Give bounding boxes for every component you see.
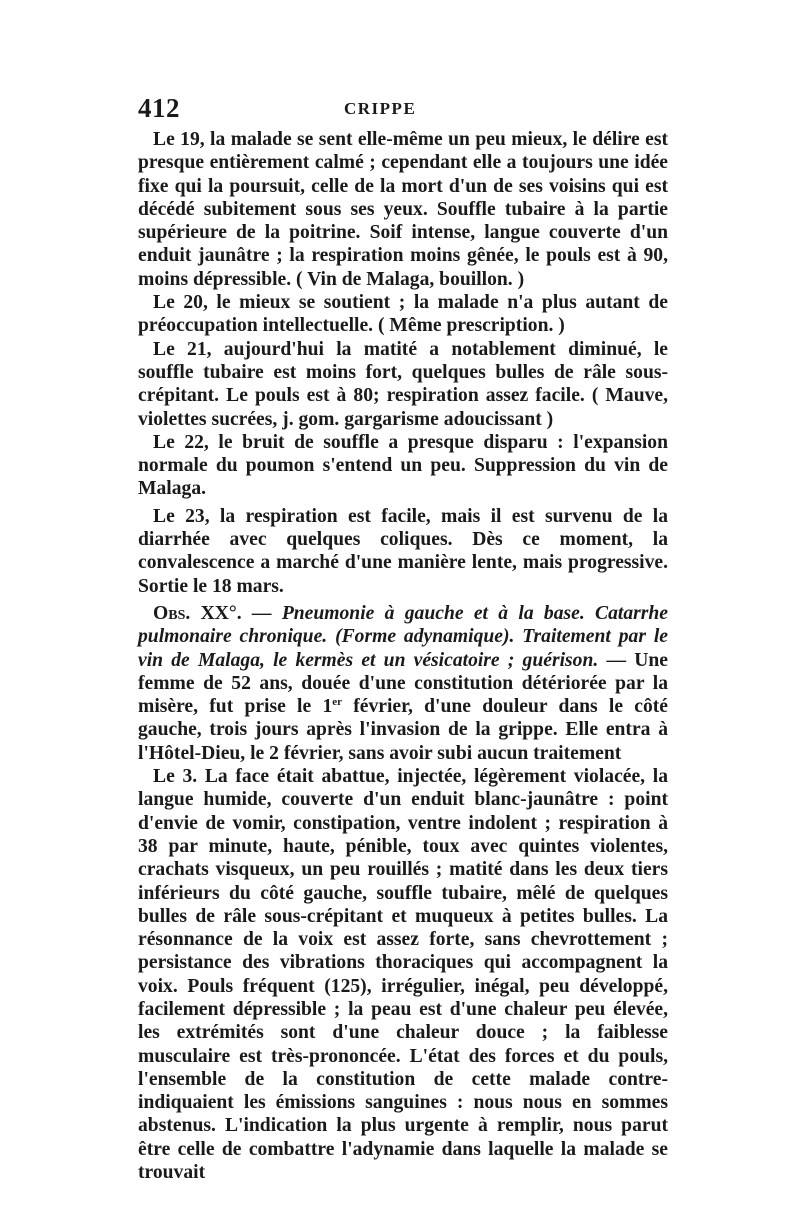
running-head: CRIPPE bbox=[344, 99, 417, 118]
paragraph-day-19: Le 19, la malade se sent elle-même un peu mieux, le délire est presque entièrement calmé ; cependant elle a toujours une idée fixe qui la poursuit, celle de la mort d'un de ses voisins qui est décédé subitement sous ses yeux. Souffle tubaire à la partie supérieure de la poitrine. Soif intense, langue couverte d'un enduit jaunâtre ; la respiration moins gênée, le pouls est à 90, moins dépressible. ( Vin de Malaga, bouillon. ) bbox=[138, 129, 668, 290]
observation-paragraph bbox=[138, 602, 668, 765]
paragraph-day-21: Le 21, aujourd'hui la matité a notablement diminué, le souffle tubaire est moins fort, quelques bulles de râle sous-crépitant. Le pouls est à 80; respiration assez facile. ( Mauve, violettes sucrées, j. gom. gargarisme adoucissant ) bbox=[138, 338, 668, 430]
paragraph-day-20: Le 20, le mieux se soutient ; la malade n'a plus autant de préoccupation intellectuelle. ( Même prescription. ) bbox=[138, 292, 668, 337]
paragraph-day-3: Le 3. La face était abattue, injectée, légèrement violacée, la langue humide, couverte d'un enduit blanc-jaunâtre : point d'envie de vomir, constipation, ventre indolent ; respiration à 38 par minute, haute, pénible, toux avec quintes violentes, crachats visqueux, un peu rouillés ; matité dans les deux tiers inférieurs du côté gauche, souffle tubaire, mêlé de quelques bulles de râle sous-crépitant et muqueux à petites bulles. La résonnance de la voix est assez forte, sans chevrottement ; persistance des vibrations thoraciques qui accompagnent la voix. Pouls fréquent (125), irrégulier, inégal, peu développé, facilement dépressible ; la peau est d'une chaleur peu élevée, les extrémités sont d'une chaleur douce ; la faiblesse musculaire est très-prononcée. L'état des forces et du pouls, l'ensemble de la constitution de cette malade contre-indiquaient les émissions sanguines : nous nous en sommes abstenus. L'indication la plus urgente à remplir, nous parut être celle de combattre l'adynamie dans laquelle la malade se trouvait bbox=[138, 766, 668, 1184]
observation-text-end: février, d'une douleur dans le côté gauche, trois jours après l'invasion de la grippe. Elle entra à l'Hôtel-Dieu, le 2 février, sans avoir subi aucun traitement bbox=[138, 696, 668, 764]
paragraph-day-23: Le 23, la respiration est facile, mais il est survenu de la diarrhée avec quelques coliques. Dès ce moment, la convalescence a marché d'une manière lente, mais progressive. Sortie le 18 mars. bbox=[138, 505, 668, 597]
page-number: 412 bbox=[138, 93, 180, 123]
page-body bbox=[138, 128, 668, 1184]
paragraph-day-22: Le 22, le bruit de souffle a presque disparu : l'expansion normale du poumon s'entend un peu. Suppression du vin de Malaga. bbox=[138, 431, 668, 500]
observation-title: Pneumonie à gauche et à la base. Catarrhe pulmonaire chronique. (Forme adynamique). Traitement par le vin de Malaga, le kermès et un vésicatoire ; guérison. bbox=[138, 602, 668, 671]
observation-text-start: — Une femme de 52 ans, douée d'une constitution détériorée par la misère, fut prise le 1 bbox=[138, 649, 668, 718]
observation-label: Obs. XX°. bbox=[153, 602, 242, 624]
page-header bbox=[138, 93, 668, 127]
observation-dash: — bbox=[241, 602, 282, 624]
ordinal-superscript: er bbox=[332, 696, 343, 709]
